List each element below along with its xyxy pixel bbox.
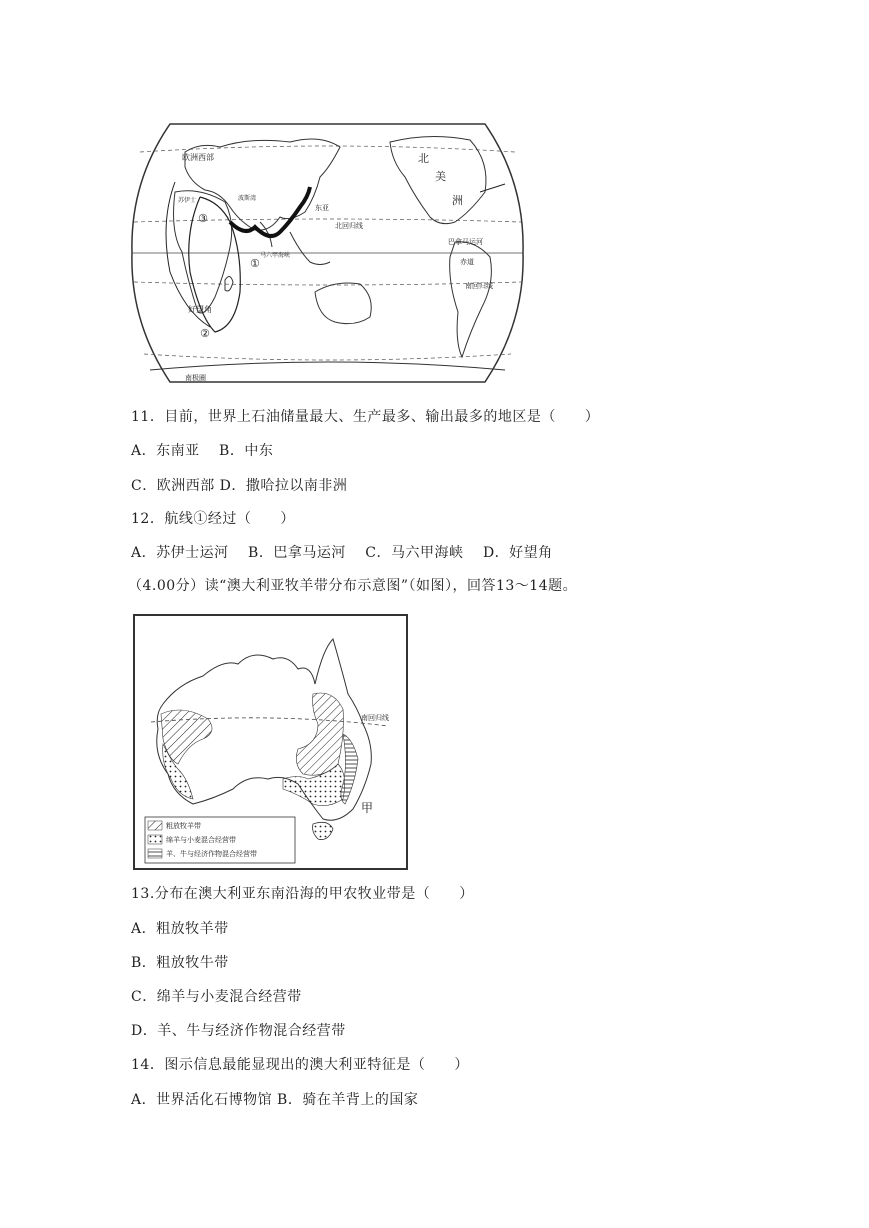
route-2-label: ② bbox=[200, 327, 210, 340]
q14-stem: 14．图示信息最能显现出的澳大利亚特征是（ ） bbox=[131, 1057, 469, 1073]
map-label-antarctic: 南极圈 bbox=[185, 374, 206, 382]
q12-stem: 12．航线①经过（ ） bbox=[131, 511, 295, 527]
legend-sheep-wheat: 绵羊与小麦混合经营带 bbox=[166, 836, 236, 844]
map-label-america-2: 洲 bbox=[452, 194, 463, 207]
route-3-label: ③ bbox=[198, 212, 208, 225]
legend-coarse-sheep: 粗放牧羊带 bbox=[166, 822, 201, 830]
world-oil-routes-map bbox=[130, 122, 525, 384]
map-label-east-asia: 东亚 bbox=[315, 204, 329, 212]
map-label-south-tropic: 南回归线 bbox=[465, 282, 493, 290]
map-label-panama: 巴拿马运河 bbox=[448, 238, 483, 246]
q12-options: A．苏伊士运河 B．巴拿马运河 C．马六甲海峡 D．好望角 bbox=[131, 545, 553, 561]
aus-jia-label: 甲 bbox=[361, 801, 374, 815]
map-label-persian-gulf: 波斯湾 bbox=[238, 195, 257, 202]
map-label-north-tropic: 北回归线 bbox=[335, 222, 363, 230]
route-1-label: ① bbox=[250, 257, 260, 270]
q11-options-ab: A．东南亚 B．中东 bbox=[131, 443, 274, 459]
q13-option-d: D．羊、牛与经济作物混合经营带 bbox=[131, 1023, 346, 1039]
map-label-europe-west: 欧洲西部 bbox=[182, 153, 214, 162]
map-label-equator: 赤道 bbox=[460, 258, 474, 266]
map-label-suez: 苏伊士 bbox=[178, 197, 197, 204]
map-label-good-hope: 好望角 bbox=[188, 305, 212, 314]
legend-sheep-cattle-crops: 羊、牛与经济作物混合经营带 bbox=[166, 850, 257, 858]
q13-option-c: C．绵羊与小麦混合经营带 bbox=[131, 989, 302, 1005]
map-label-america-1: 美 bbox=[435, 170, 446, 183]
q13-option-b: B．粗放牧牛带 bbox=[131, 955, 229, 971]
aus-legend bbox=[145, 817, 295, 863]
map-label-malacca: 马六甲海峡 bbox=[260, 252, 291, 259]
q13-option-a: A．粗放牧羊带 bbox=[131, 921, 229, 937]
aus-tropic-label: 南回归线 bbox=[361, 714, 389, 722]
q11-options-cd: C．欧洲西部 D．撒哈拉以南非洲 bbox=[131, 478, 348, 494]
q11-stem: 11．目前，世界上石油储量最大、生产最多、输出最多的地区是（ ） bbox=[131, 409, 600, 425]
q13-14-intro: （4.00分）读“澳大利亚牧羊带分布示意图”（如图），回答13～14题。 bbox=[128, 578, 578, 594]
australia-sheep-belt-map bbox=[133, 614, 408, 870]
map-label-north: 北 bbox=[418, 152, 429, 165]
q14-options: A．世界活化石博物馆 B．骑在羊背上的国家 bbox=[131, 1092, 419, 1108]
q13-stem: 13.分布在澳大利亚东南沿海的甲农牧业带是（ ） bbox=[131, 886, 474, 902]
